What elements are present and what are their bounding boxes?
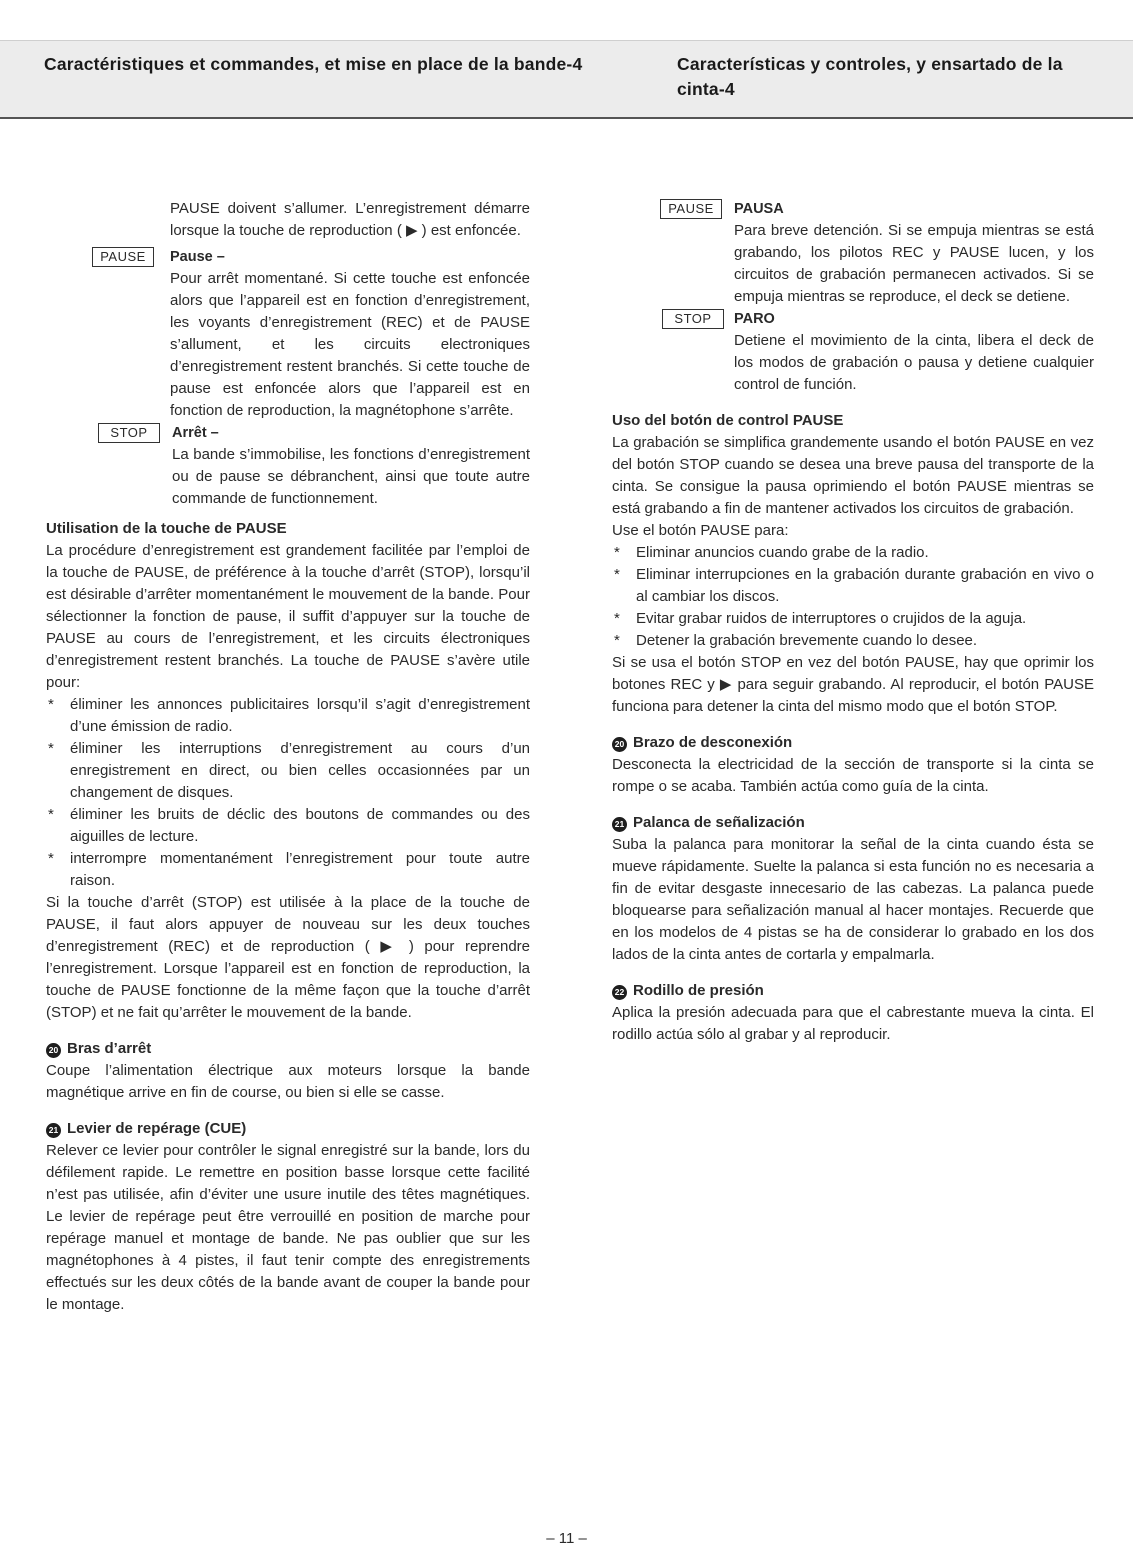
stop-entry [46, 422, 530, 510]
pause-key-label: PAUSE [92, 247, 154, 267]
pause-usage-list [46, 694, 530, 892]
pause-intro-text: PAUSE doivent s’allumer. L’enregistrement démarre lorsque la touche de reproduction ( ▶ ) est enfoncée. [170, 200, 530, 239]
bullet-star-icon: * [48, 806, 54, 823]
uso-pause-intro2: Use el botón PAUSE para: [612, 522, 789, 539]
palanca-senalizacion-heading: 21 Palanca de señalización [612, 812, 1094, 834]
column-spanish [612, 198, 1094, 1046]
stop-description: La bande s’immobilise, les fonctions d’enregistrement ou de pause se débranchent, ainsi que toute autre commande de functionnement. [172, 446, 530, 507]
bullet-star-icon: * [614, 610, 620, 627]
list-item: * Detener la grabación brevemente cuando lo desee. [612, 630, 1094, 652]
paro-entry [612, 308, 1094, 396]
pause-usage-heading: Utilisation de la touche de PAUSE [46, 520, 287, 537]
bras-arret-text: Coupe l’alimentation électrique aux moteurs lorsque la bande magnétique arrive en fin de course, ou bien si elle se casse. [46, 1062, 530, 1101]
pause-description: Pour arrêt momentané. Si cette touche est enfoncée alors que l’appareil est en fonction d’enregistrement, les voyants d’enregistrement (REC) et de PAUSE s’allument, et les circuits electroniques d’enregistrement restent branchés. Si cette touche de pause est enfoncée alors que l’appareil est en fonction de reproduction, la magnétophone s’arrête. [170, 270, 530, 419]
bullet-star-icon: * [48, 850, 54, 867]
bullet-star-icon: * [48, 740, 54, 757]
paro-title: PARO [734, 311, 775, 327]
number-20-icon: 20 [46, 1043, 61, 1058]
list-item: * Evitar grabar ruidos de interruptores o crujidos de la aguja. [612, 608, 1094, 630]
list-item: * éliminer les bruits de déclic des boutons de commandes ou des aiguilles de lecture. [48, 806, 530, 845]
page-number: – 11 – [546, 1530, 587, 1547]
pausa-title: PAUSA [734, 201, 784, 217]
bullet-star-icon: * [614, 632, 620, 649]
number-22-icon: 22 [612, 985, 627, 1000]
bullet-star-icon: * [614, 566, 620, 583]
pause-title: Pause – [170, 249, 225, 265]
number-21-icon: 21 [612, 817, 627, 832]
levier-cue-text: Relever ce levier pour contrôler le signal enregistré sur la bande, lors du défilement rapide. Le remettre en position basse lorsque cette facilité n’est pas utilisée, afin d’éviter une usure inutile des têtes magnétiques. Le levier de repérage peut être verrouillé en position de marche pour repérage manuel et montage de bande. Ne pas oublier que sur les magnétophones à 4 pistes, il faut tenir compte des enregistrements effectués sur les deux côtés de la bande avant de couper la bande pour le montage. [46, 1142, 530, 1313]
number-20-icon: 20 [612, 737, 627, 752]
number-21-icon: 21 [46, 1123, 61, 1138]
list-item: * interrompre momentanément l’enregistrement pour toute autre raison. [48, 850, 530, 889]
list-item: * éliminer les interruptions d’enregistrement au cours d’un enregistrement en direct, ou bien celles occasionnées par un changement de disques. [48, 740, 530, 801]
pausa-key-label: PAUSE [660, 199, 722, 219]
list-item: * Eliminar interrupciones en la grabación durante grabación en vivo o al cambiar los discos. [614, 566, 1094, 605]
rodillo-presion-heading: 22 Rodillo de presión [612, 980, 1094, 1002]
column-french [46, 198, 530, 1316]
palanca-senalizacion-text: Suba la palanca para monitorar la señal de la cinta cuando ésta se mueve rápidamente. Suelte la palanca si esta función no es necesaria a fin de evitar desgaste innecesario de las cabezas. La palanca puede bloquearse para señalización manual al hacer montajes. Recuerde que en los modelos de 4 pistas se ha de considerar lo grabado en los dos lados de la cinta antes de cortarla y empalmarla. [612, 836, 1094, 963]
list-item: * éliminer les annonces publicitaires lorsqu’il s’agit d’enregistrement d’une émission de radio. [48, 696, 530, 735]
uso-pause-outro: Si se usa el botón STOP en vez del botón PAUSE, hay que oprimir los botones REC y ▶ para seguir grabando. Al reproducir, el botón PAUSE funciona para detener la cinta del mismo modo que el botón STOP. [612, 654, 1094, 715]
uso-pause-intro: La grabación se simplifica grandemente usando el botón PAUSE en vez del botón STOP cuando se desea una breve pausa del transporte de la cinta. Se consigue la pausa oprimiendo el botón PAUSE mientras se está grabando a fin de mantener activados los circuitos de grabación. [612, 434, 1094, 517]
paro-description: Detiene el movimiento de la cinta, libera el deck de los modos de grabación o pausa y detiene cualquier control de función. [734, 332, 1094, 393]
bullet-star-icon: * [48, 696, 54, 713]
uso-pause-list [612, 542, 1094, 652]
pausa-entry [612, 198, 1094, 308]
stop-title: Arrêt – [172, 425, 219, 441]
brazo-desconexion-heading: 20 Brazo de desconexión [612, 732, 1094, 754]
bras-arret-heading: 20 Bras d’arrêt [46, 1038, 530, 1060]
header-title-fr: Caractéristiques et commandes, et mise en place de la bande-4 [44, 54, 583, 74]
list-item: * Eliminar anuncios cuando grabe de la radio. [612, 542, 1094, 564]
uso-pause-heading: Uso del botón de control PAUSE [612, 412, 844, 429]
levier-cue-heading: 21 Levier de repérage (CUE) [46, 1118, 530, 1140]
bullet-star-icon: * [614, 544, 620, 561]
paro-key-label: STOP [662, 309, 724, 329]
pause-entry [46, 246, 530, 422]
rodillo-presion-text: Aplica la presión adecuada para que el cabrestante mueva la cinta. El rodillo actúa sólo al grabar y al reproducir. [612, 1004, 1094, 1043]
header-title-es: Características y controles, y ensartado de la cinta-4 [677, 54, 1063, 99]
pausa-description: Para breve detención. Si se empuja mientras se está grabando, los pilotos REC y PAUSE lucen, y los circuitos de grabación permanecen activados. Si se empuja mientras se reproduce, el deck se detiene. [734, 222, 1094, 305]
pause-usage-outro: Si la touche d’arrêt (STOP) est utilisée à la place de la touche de PAUSE, il faut alors appuyer de nouveau sur les deux touches d’enregistrement (REC) et de reproduction ( ▶ ) pour reprendre l’enregistrement. Lorsque l’appareil est en fonction de reproduction, la touche de PAUSE fonctionne de la même façon que la touche d’arrêt (STOP) et ne fait qu’arrêter le mouvement de la bande. [46, 894, 530, 1021]
brazo-desconexion-text: Desconecta la electricidad de la sección de transporte si la cinta se rompe o se acaba. También actúa como guía de la cinta. [612, 756, 1094, 795]
pause-usage-intro: La procédure d’enregistrement est grandement facilitée par l’emploi de la touche de PAUSE, de préférence à la touche d’arrêt (STOP), lorsqu’il est désirable d’arrêter momentanément le mouvement de la bande. Pour sélectionner la fonction de pause, il suffit d’appuyer sur la touche de PAUSE au cours de l’enregistrement, et les circuits électroniques d’enregistrement restent branchés. La touche de PAUSE s’avère utile pour: [46, 542, 530, 691]
stop-key-label: STOP [98, 423, 160, 443]
